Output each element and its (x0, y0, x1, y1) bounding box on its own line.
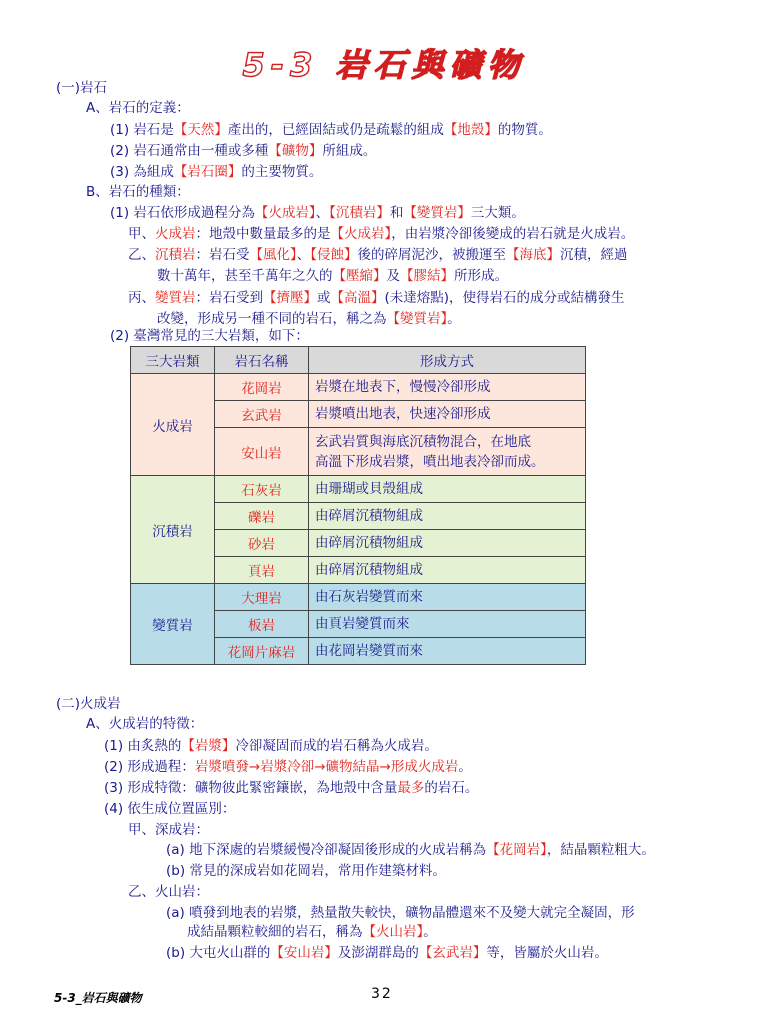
rock-formation: 玄武岩質與海底沉積物混合，在地底 高溫下形成岩漿，噴出地表冷卻而成。 (309, 428, 586, 476)
feature-item-2: (2) 形成過程：岩漿噴發→岩漿冷卻→礦物結晶→形成火成岩。 (104, 759, 472, 775)
rock-formation: 由花岡岩變質而來 (309, 638, 586, 665)
metamorphic-description: 丙、變質岩：岩石受到【擠壓】或【高溫】(未達熔點)，使得岩石的成分或結構發生 (128, 290, 625, 306)
definition-item-3: (3) 為組成【岩石圈】的主要物質。 (110, 164, 323, 180)
sedimentary-description-cont: 數十萬年，甚至千萬年之久的【壓縮】及【膠結】所形成。 (157, 268, 508, 284)
subheading-types: B、岩石的種類： (86, 184, 190, 200)
plutonic-item-a: (a) 地下深處的岩漿緩慢冷卻凝固後形成的火成岩稱為【花岡岩】，結晶顆粒粗大。 (166, 842, 655, 858)
section-heading-rocks: (一)岩石 (56, 80, 108, 96)
page-number: 32 (371, 986, 393, 1002)
volcanic-item-a: (a) 噴發到地表的岩漿，熱量散失較快，礦物晶體還來不及變大就完全凝固，形 (166, 905, 635, 921)
group-igneous: 火成岩 (131, 374, 215, 476)
rock-name: 花岡岩 (215, 374, 309, 401)
igneous-description: 甲、火成岩：地殼中數量最多的是【火成岩】，由岩漿冷卻後變成的岩石就是火成岩。 (128, 226, 635, 242)
rock-name: 石灰岩 (215, 476, 309, 503)
definition-item-1: (1) 岩石是【天然】產出的，已經固結或仍是疏鬆的組成【地殼】的物質。 (110, 122, 552, 138)
definition-item-2: (2) 岩石通常由一種或多種【礦物】所組成。 (110, 143, 377, 159)
rock-formation: 岩漿噴出地表，快速冷卻形成 (309, 401, 586, 428)
feature-item-4: (4) 依生成位置區別： (104, 801, 236, 817)
plutonic-heading: 甲、深成岩： (128, 822, 209, 838)
group-sedimentary: 沉積岩 (131, 476, 215, 584)
table-row (131, 584, 586, 611)
header-formation: 形成方式 (309, 347, 586, 374)
subheading-definition: A、岩石的定義： (86, 100, 190, 116)
rock-name: 砂岩 (215, 530, 309, 557)
subheading-igneous-features: A、火成岩的特徵： (86, 716, 204, 732)
rock-name: 板岩 (215, 611, 309, 638)
rock-formation: 由碎屑沉積物組成 (309, 503, 586, 530)
rock-name: 花岡片麻岩 (215, 638, 309, 665)
group-metamorphic: 變質岩 (131, 584, 215, 665)
rock-formation: 由石灰岩變質而來 (309, 584, 586, 611)
rock-formation: 由碎屑沉積物組成 (309, 557, 586, 584)
section-heading-igneous: (二)火成岩 (56, 696, 121, 712)
feature-item-3: (3) 形成特徵：礦物彼此緊密鑲嵌，為地殼中含量最多的岩石。 (104, 780, 479, 796)
rock-formation: 由頁岩變質而來 (309, 611, 586, 638)
volcanic-item-b: (b) 大屯火山群的【安山岩】及澎湖群島的【玄武岩】等，皆屬於火山岩。 (166, 945, 608, 961)
table-row (131, 374, 586, 401)
plutonic-item-b: (b) 常見的深成岩如花岡岩，常用作建築材料。 (166, 863, 446, 879)
volcanic-item-a-cont: 成結晶顆粒較細的岩石，稱為【火山岩】。 (187, 924, 437, 940)
rock-formation: 岩漿在地表下，慢慢冷卻形成 (309, 374, 586, 401)
rock-name: 頁岩 (215, 557, 309, 584)
rock-formation: 由碎屑沉積物組成 (309, 530, 586, 557)
table-header-row (131, 347, 586, 374)
page-title: 5-3 岩石與礦物 (242, 46, 526, 84)
types-item-2: (2) 臺灣常見的三大岩類，如下： (110, 328, 309, 344)
rock-name: 玄武岩 (215, 401, 309, 428)
footer-chapter-label: 5-3_岩石與礦物 (54, 991, 142, 1005)
header-rock-name: 岩石名稱 (215, 347, 309, 374)
metamorphic-description-cont: 改變，形成另一種不同的岩石，稱之為【變質岩】。 (157, 311, 461, 327)
sedimentary-description: 乙、沉積岩：岩石受【風化】、【侵蝕】後的碎屑泥沙，被搬運至【海底】沉積，經過 (128, 247, 628, 263)
feature-item-1: (1) 由炙熱的【岩漿】冷卻凝固而成的岩石稱為火成岩。 (104, 738, 438, 754)
table-row (131, 476, 586, 503)
rock-name: 安山岩 (215, 428, 309, 476)
types-item-1: (1) 岩石依形成過程分為【火成岩】、【沉積岩】和【變質岩】三大類。 (110, 205, 525, 221)
rock-name: 礫岩 (215, 503, 309, 530)
header-rock-class: 三大岩類 (131, 347, 215, 374)
rock-name: 大理岩 (215, 584, 309, 611)
volcanic-heading: 乙、火山岩： (128, 884, 209, 900)
rock-formation: 由珊瑚或貝殼組成 (309, 476, 586, 503)
rock-types-table (130, 346, 586, 665)
